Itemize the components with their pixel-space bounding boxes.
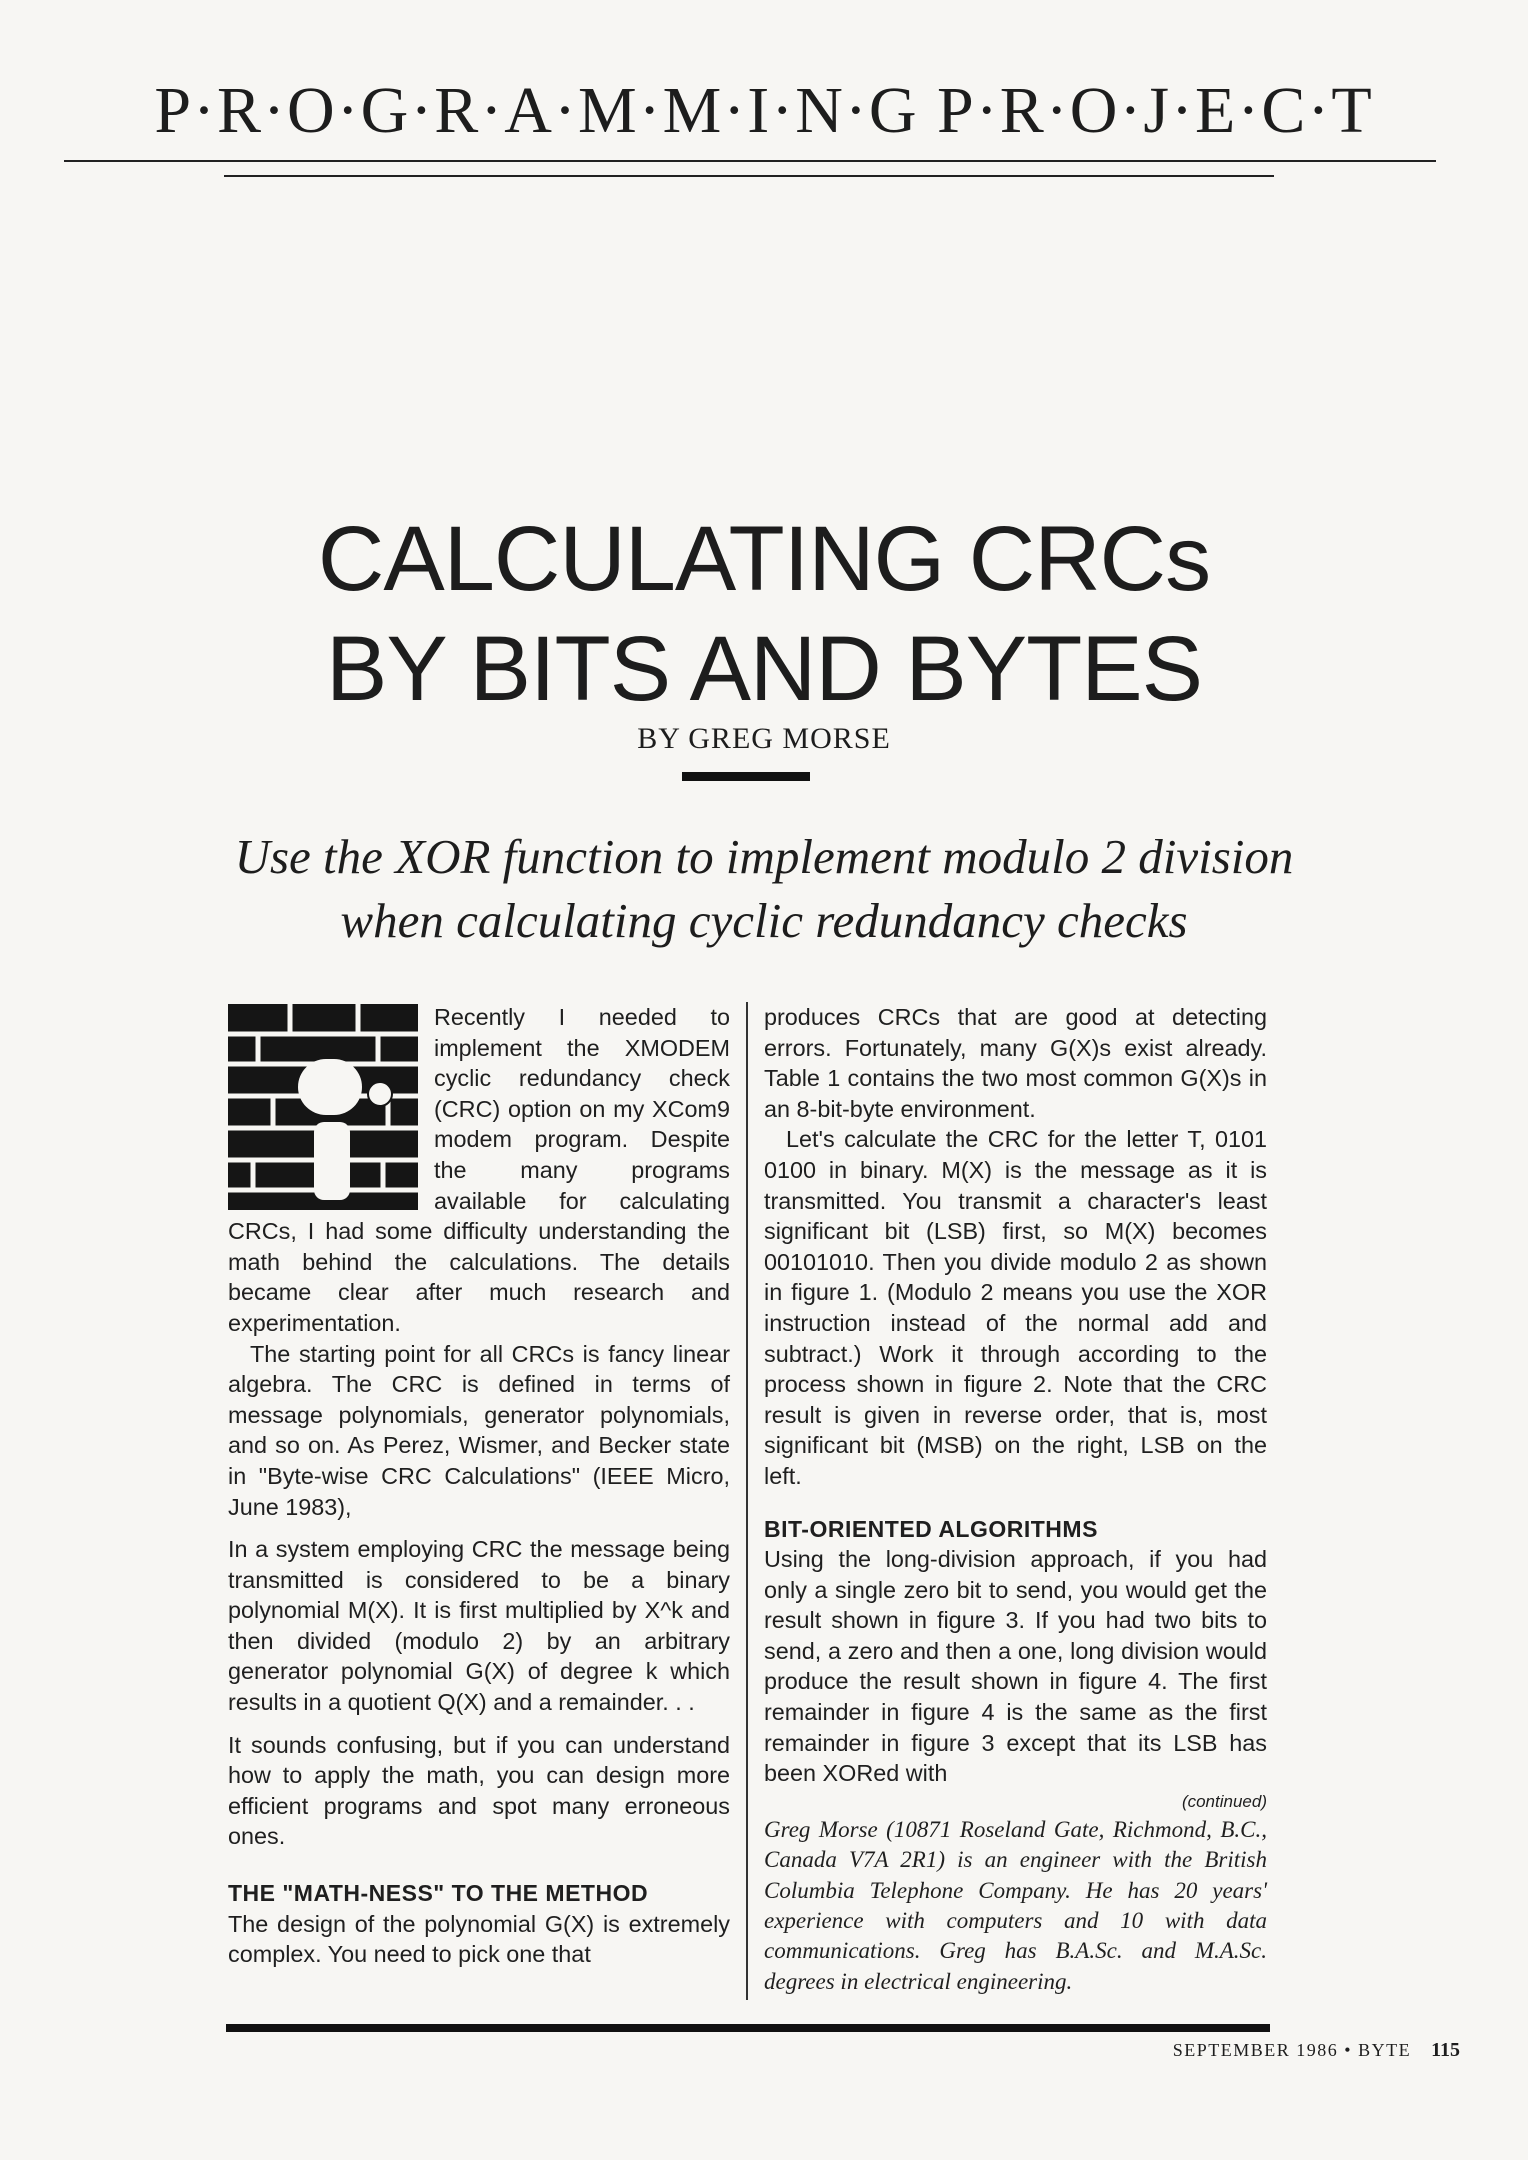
right-heading: BIT-ORIENTED ALGORITHMS	[764, 1515, 1098, 1542]
title-line-1: CALCULATING CRCs	[317, 508, 1211, 610]
header-rule-bottom	[224, 175, 1274, 177]
deck-line-2: when calculating cyclic redundancy checks	[340, 893, 1188, 948]
bottom-rule	[226, 2024, 1270, 2032]
header-rule-top	[64, 160, 1436, 162]
article-title	[0, 504, 1528, 724]
deck	[0, 825, 1528, 953]
right-column	[764, 1002, 1267, 1997]
right-paragraph-3: Using the long-division approach, if you had only a single zero bit to send, you would get the result shown in figure 3. If you had two bits to send, a zero and then a one, long division would produce the result shown in figure 4. The first remainder in figure 4 is the same as the first remainder in figure 3 except that its LSB has been XORed with	[764, 1546, 1267, 1787]
page-folio	[1130, 2030, 1460, 2070]
folio-magazine: BYTE	[1358, 2040, 1412, 2060]
continued-note: (continued)	[1181, 1791, 1267, 1811]
page-number: 115	[1431, 2039, 1460, 2061]
right-paragraph-1: produces CRCs that are good at detecting errors. Fortunately, many G(X)s exist already. Table 1 contains the two most common G(X)s in an 8-bit-byte environment.	[764, 1004, 1267, 1122]
drop-cap-i-icon	[228, 1004, 418, 1210]
title-line-2: BY BITS AND BYTES	[325, 618, 1203, 720]
right-paragraph-2: Let's calculate the CRC for the letter T, 0101 0100 in binary. M(X) is the message as it is transmitted. You transmit a character's least significant bit (LSB) first, so M(X) becomes 00101010. Then you divide modulo 2 as shown in figure 1. (Modulo 2 means you use the XOR instruction instead of the normal add and subtract.) Work it through according to the process shown in figure 2. Note that the CRC result is given in reverse order, that is, most significant bit (MSB) on the right, LSB on the left.	[764, 1126, 1267, 1489]
section-header: P·R·O·G·R·A·M·M·I·N·G P·R·O·J·E·C·T	[154, 74, 1374, 147]
left-column	[228, 1002, 730, 1970]
left-paragraph-2: The starting point for all CRCs is fancy linear algebra. The CRC is defined in terms of message polynomials, generator polynomials, and so on. As Perez, Wismer, and Becker state in "Byte-wise CRC Calculations" (IEEE Micro, June 1983),	[228, 1340, 730, 1520]
left-paragraph-3: It sounds confusing, but if you can understand how to apply the math, you can design more efficient programs and spot many erroneous ones.	[228, 1731, 730, 1850]
author-bio: Greg Morse (10871 Roseland Gate, Richmond, B.C., Canada V7A 2R1) is an engineer with the British Columbia Telephone Company. He has 20 years' experience with computers and 10 with data communications. Greg has B.A.Sc. and M.A.Sc. degrees in electrical engineering.	[764, 1816, 1267, 1994]
folio-date: SEPTEMBER 1986	[1172, 2040, 1339, 2060]
left-paragraph-1: Recently I needed to implement the XMODEM cyclic redundancy check (CRC) option on my XCom9 modem program. Despite the many programs available for calculating CRCs, I had some difficulty understanding the math behind the calculations. The details became clear after much research and experimentation.	[228, 1004, 730, 1336]
left-paragraph-4: The design of the polynomial G(X) is extremely complex. You need to pick one that	[228, 1910, 730, 1968]
left-heading: THE "MATH-NESS" TO THE METHOD	[228, 1880, 649, 1907]
byline: BY GREG MORSE	[637, 722, 891, 755]
deck-line-1: Use the XOR function to implement modulo 2 division	[234, 829, 1294, 884]
byline-bar	[682, 772, 810, 781]
folio-bullet: •	[1344, 2040, 1353, 2060]
left-quote: In a system employing CRC the message being transmitted is considered to be a binary polynomial M(X). It is first multiplied by X^k and then divided (modulo 2) by an arbitrary generator polynomial G(X) of degree k which results in a quotient Q(X) and a remainder. . .	[228, 1536, 730, 1716]
column-divider	[746, 1002, 748, 2000]
